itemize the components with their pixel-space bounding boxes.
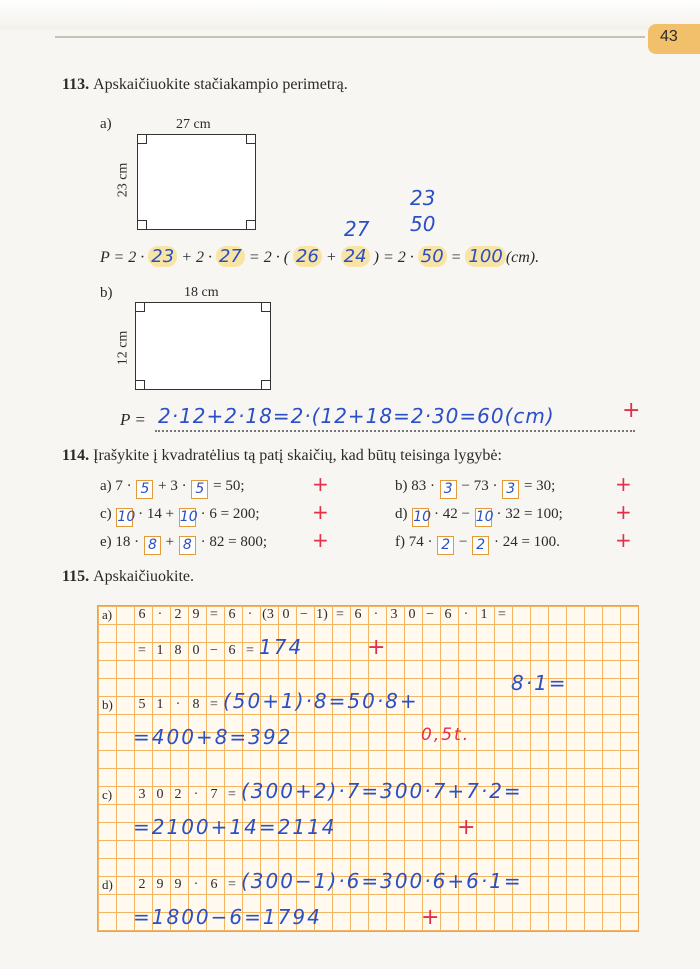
ex113-a-rectangle <box>137 134 256 230</box>
formula-answer-1: 23 <box>148 246 177 267</box>
check-mark: + <box>312 500 329 524</box>
grid-cell: · <box>463 607 469 622</box>
item-text: · 24 = 100. <box>493 534 560 550</box>
grid-cell: 9 <box>156 877 164 892</box>
grid-cell: = <box>246 643 254 658</box>
grid-cell: = <box>498 607 506 622</box>
check-mark: + <box>312 528 329 552</box>
answer-box[interactable]: 8 <box>144 536 161 555</box>
formula-text: ) = 2 · <box>373 249 414 266</box>
item-text: − 73 · <box>461 478 498 494</box>
item-text: 74 · <box>408 534 433 550</box>
item-text: + 3 · <box>158 478 187 494</box>
answer-box[interactable]: 5 <box>136 480 153 499</box>
ex114-heading <box>62 447 502 465</box>
item-text: 18 · <box>115 534 140 550</box>
row-b-answer: =400+8=392 <box>133 725 293 749</box>
grid-cell: 2 <box>138 877 146 892</box>
ex113-b-check: + <box>622 398 641 423</box>
answer-box[interactable]: 5 <box>191 480 208 499</box>
ex114-title: Įrašykite į kvadratėlius tą patį skaičių, kad būtų teisinga lygybė: <box>93 447 502 464</box>
grid-cell: 8 <box>192 697 200 712</box>
grid-cell: = <box>228 787 236 802</box>
grid-cell: = <box>210 607 218 622</box>
item-text: · 14 + <box>138 506 175 522</box>
item-label: e) <box>100 534 112 550</box>
grid-cell: 6 <box>354 607 362 622</box>
right-angle-mark <box>246 134 256 144</box>
formula-text: = 2 · ( <box>248 249 290 266</box>
formula-text: + 2 · <box>181 249 212 266</box>
item-label: b) <box>395 478 408 494</box>
row-d-answer: =1800−6=1794 <box>133 905 322 929</box>
item-text: · 6 = 200; <box>200 506 260 522</box>
grid-cell: (3 <box>262 607 274 622</box>
ex113-a-label: a) <box>100 116 112 132</box>
ex114-item-e <box>100 534 267 555</box>
row-b-work: (50+1)·8=50·8+ <box>223 689 419 713</box>
grid-row-label: c) <box>102 787 113 802</box>
item-label: c) <box>100 506 112 522</box>
grid-cell: 0 <box>282 607 290 622</box>
ex113-b-answer-dots <box>155 430 635 432</box>
ex114-item-d <box>395 506 563 527</box>
ex113-b-p-label: P = <box>120 410 146 429</box>
grid-cell: 8 <box>174 643 182 658</box>
ex113-a-hw-27: 27 <box>344 217 370 241</box>
item-label: a) <box>100 478 112 494</box>
answer-box[interactable]: 10 <box>413 509 432 525</box>
grid-row-label: b) <box>102 697 113 712</box>
check-mark: + <box>367 635 388 660</box>
item-label: f) <box>395 534 405 550</box>
check-mark: + <box>615 528 632 552</box>
answer-box[interactable]: 3 <box>502 480 519 499</box>
check-mark: + <box>312 472 329 496</box>
grid-cell: 6 <box>210 877 218 892</box>
grid-cell: = <box>228 877 236 892</box>
item-text: · 82 = 800; <box>200 534 267 550</box>
ex115-heading <box>62 568 194 586</box>
page-number: 43 <box>660 28 678 45</box>
right-angle-mark <box>137 220 147 230</box>
formula-text: P = 2 · <box>100 249 145 266</box>
grid-cell: − <box>210 643 218 658</box>
ex114-number: 114. <box>62 447 90 464</box>
ex115-number: 115. <box>62 568 90 585</box>
grid-cell: · <box>373 607 379 622</box>
check-mark: + <box>421 905 442 930</box>
formula-answer-5: 50 <box>418 246 447 267</box>
formula-unit: (cm). <box>505 249 540 266</box>
ex113-a-hw-50: 50 <box>410 212 436 236</box>
ex113-heading <box>62 76 348 94</box>
grid-cell: 1 <box>156 643 164 658</box>
formula-answer-3: 26 <box>293 246 322 267</box>
check-mark: + <box>615 472 632 496</box>
grid-cell: 1) <box>316 607 328 622</box>
formula-text: = <box>450 249 462 266</box>
ex115-title: Apskaičiuokite. <box>93 568 194 585</box>
grid-cell: 5 <box>138 697 146 712</box>
grid-cell: 2 <box>174 607 182 622</box>
grid-cell: 3 <box>390 607 398 622</box>
ex113-b-answer: 2·12+2·18=2·(12+18=2·30=60(cm) <box>158 404 555 428</box>
ex113-b-label: b) <box>100 285 113 301</box>
ex113-b-width: 18 cm <box>184 285 219 300</box>
ex114-item-b <box>395 478 555 499</box>
answer-box[interactable]: 10 <box>117 509 136 525</box>
answer-box[interactable]: 2 <box>472 536 489 555</box>
item-text: = 30; <box>523 478 556 494</box>
ex113-a-formula <box>100 246 539 267</box>
grid-cell: 6 <box>444 607 452 622</box>
grid-cell: 0 <box>156 787 164 802</box>
row-a-answer: 174 <box>259 635 304 659</box>
right-angle-mark <box>261 380 271 390</box>
ex114-item-a <box>100 478 245 499</box>
answer-box[interactable]: 10 <box>179 509 198 525</box>
grid-cell: 0 <box>192 643 200 658</box>
grid-cell: − <box>426 607 434 622</box>
right-angle-mark <box>135 302 145 312</box>
answer-box[interactable]: 2 <box>437 536 454 555</box>
ex113-b-height: 12 cm <box>115 330 131 366</box>
grid-cell: 9 <box>192 607 200 622</box>
grid-cell: − <box>300 607 308 622</box>
check-mark: + <box>615 500 632 524</box>
item-text: · 32 = 100; <box>496 506 563 522</box>
ex113-a-hw-23: 23 <box>410 186 436 210</box>
row-d-work: (300−1)·6=300·6+6·1= <box>241 869 523 893</box>
item-text: = 50; <box>213 478 245 494</box>
header-band <box>0 0 700 30</box>
grid-row-label: a) <box>102 607 113 622</box>
item-text: − <box>459 534 468 550</box>
grid-cell: · <box>247 607 253 622</box>
grid-cell: 2 <box>174 787 182 802</box>
ex114-item-f <box>395 534 560 555</box>
right-angle-mark <box>135 380 145 390</box>
ex114-item-c <box>100 506 260 527</box>
check-mark: + <box>457 815 478 840</box>
right-angle-mark <box>261 302 271 312</box>
ex113-a-height: 23 cm <box>115 162 131 198</box>
grid-cell: 6 <box>228 607 236 622</box>
grid-cell: = <box>138 643 146 658</box>
grid-cell: · <box>175 697 181 712</box>
row-c-answer: =2100+14=2114 <box>133 815 337 839</box>
grid-cell: 6 <box>138 607 146 622</box>
row-b-work-tail: 8·1= <box>511 671 568 695</box>
grid-cell: · <box>193 787 199 802</box>
formula-text: + <box>325 249 337 266</box>
ex113-title: Apskaičiuokite stačiakampio perimetrą. <box>93 76 348 93</box>
row-c-work: (300+2)·7=300·7+7·2= <box>241 779 523 803</box>
item-text: 83 · <box>411 478 435 494</box>
ex113-number: 113. <box>62 76 90 93</box>
answer-box[interactable]: 3 <box>440 480 457 499</box>
teacher-note: 0,5t. <box>421 725 471 745</box>
item-text: · 42 − <box>434 506 470 522</box>
grid-cell: 1 <box>480 607 488 622</box>
grid-cell: 0 <box>408 607 416 622</box>
formula-answer-6: 100 <box>465 246 505 267</box>
formula-answer-4: 24 <box>341 246 370 267</box>
ex113-b-rectangle <box>135 302 271 390</box>
grid-cell: = <box>336 607 344 622</box>
grid-cell: 1 <box>156 697 164 712</box>
grid-cell: 7 <box>210 787 218 802</box>
ex113-a-width: 27 cm <box>176 117 211 132</box>
grid-cell: 9 <box>174 877 182 892</box>
formula-answer-2: 27 <box>216 246 245 267</box>
right-angle-mark <box>246 220 256 230</box>
right-angle-mark <box>137 134 147 144</box>
grid-cell: · <box>193 877 199 892</box>
grid-row-label: d) <box>102 877 113 892</box>
item-label: d) <box>395 506 408 522</box>
grid-cell: · <box>157 607 163 622</box>
answer-box[interactable]: 10 <box>475 509 494 525</box>
answer-box[interactable]: 8 <box>179 536 196 555</box>
grid-cell: = <box>210 697 218 712</box>
header-line <box>55 36 645 38</box>
grid-cell: 6 <box>228 643 236 658</box>
grid-cell: 3 <box>138 787 146 802</box>
item-text: + <box>165 534 175 550</box>
item-text: 7 · <box>115 478 132 494</box>
